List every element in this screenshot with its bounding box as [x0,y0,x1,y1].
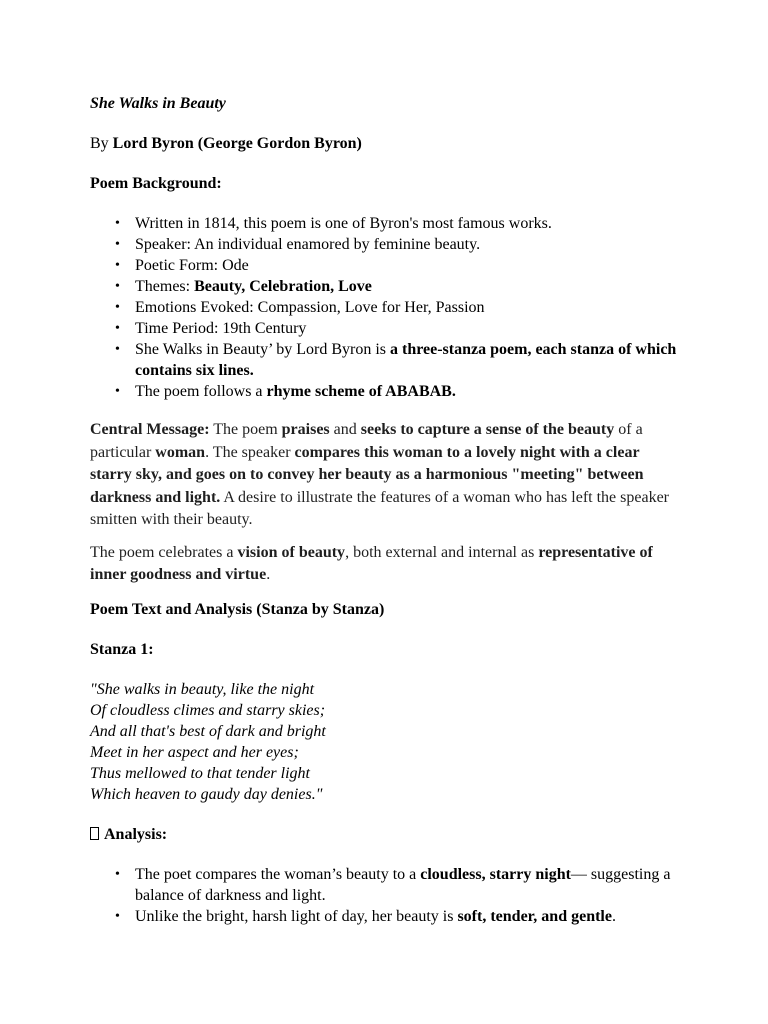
poem-line: "She walks in beauty, like the night [90,680,315,698]
poem-line: Of cloudless climes and starry skies; [90,701,326,719]
celebrates-paragraph: The poem celebrates a vision of beauty, both external and internal as representative of inner goodness and virtue. [90,543,653,583]
background-heading: Poem Background: [90,175,222,192]
background-list [90,213,680,402]
list-item: • Poetic Form: Ode [135,255,680,276]
list-item: • The poem follows a rhyme scheme of ABABAB. [135,381,680,402]
byline-author: Lord Byron (George Gordon Byron) [112,135,362,152]
analysis-list [90,864,680,927]
list-item: • Unlike the bright, harsh light of day, her beauty is soft, tender, and gentle. [135,906,680,927]
byline-prefix: By [90,135,113,152]
list-item: • Speaker: An individual enamored by feminine beauty. [135,234,680,255]
analysis-heading: Poem Text and Analysis (Stanza by Stanza) [90,600,385,618]
list-item: • Written in 1814, this poem is one of Byron's most famous works. [135,213,680,234]
stanza-heading: Stanza 1: [90,640,154,658]
stanza-text [90,679,680,805]
list-item: • Themes: Beauty, Celebration, Love [135,276,680,297]
list-item: • The poet compares the woman’s beauty to a cloudless, starry night— suggesting a balance of darkness and light. [135,864,680,906]
analysis-label: Analysis: [90,824,680,845]
poem-line: Thus mellowed to that tender light [90,764,310,782]
poem-title: She Walks in Beauty [90,95,226,112]
byline [90,133,680,154]
poem-line: Meet in her aspect and her eyes; [90,743,299,761]
list-item: • Emotions Evoked: Compassion, Love for Her, Passion [135,297,680,318]
poem-line: Which heaven to gaudy day denies." [90,785,323,803]
list-item: • Time Period: 19th Century [135,318,680,339]
document-body [90,93,680,927]
missing-glyph-icon [90,827,99,840]
central-message: Central Message: The poem praises and seeks to capture a sense of the beauty of a particular woman. The speaker compares this woman to a lovely night with a clear starry sky, and goes on to convey her beauty as a harmonious "meeting" between darkness and light. A desire to illustrate the features of a woman who has left the speaker smitten with their beauty. [90,421,670,528]
poem-line: And all that's best of dark and bright [90,722,326,740]
list-item: • She Walks in Beauty’ by Lord Byron is a three-stanza poem, each stanza of which contains six lines. [135,339,680,381]
